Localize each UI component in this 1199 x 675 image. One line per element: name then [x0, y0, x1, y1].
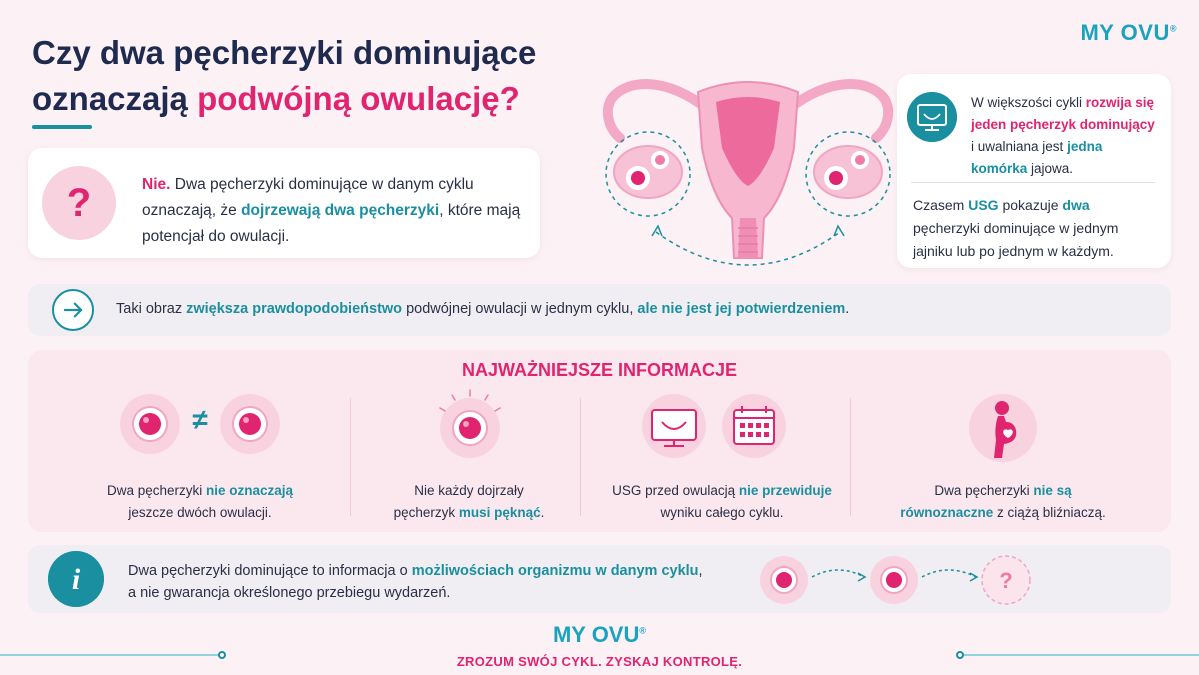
- info-banner-text: [128, 560, 703, 604]
- info-text-3: a nie gwarancja określonego przebiegu wydarzeń.: [128, 585, 451, 601]
- key-separator-2: [580, 398, 581, 516]
- info-highlight: możliwościach organizmu w danym cyklu: [411, 563, 699, 579]
- side-p2-text-2: pokazuje: [998, 197, 1063, 213]
- arrow-highlight-1: zwiększa prawdopodobieństwo: [186, 301, 403, 317]
- key-separator-3: [850, 398, 851, 516]
- info-banner: [28, 545, 1171, 613]
- brand-name-bottom: MY OVU: [552, 622, 640, 647]
- side-text-typical: [971, 92, 1161, 180]
- side-info-card: [897, 74, 1171, 268]
- question-icon: ?: [42, 166, 116, 240]
- key-item-1: [88, 394, 308, 524]
- key-item-4: [878, 394, 1128, 524]
- key-item-1-text: [88, 480, 312, 524]
- arrow-text-2: podwójnej owulacji w jednym cyklu,: [402, 301, 638, 317]
- brand-logo-bottom: [0, 622, 1199, 648]
- key-item-1-text-1: Dwa pęcherzyki: [106, 483, 206, 498]
- key-item-1-text-2: jeszcze dwóch owulacji.: [128, 505, 272, 520]
- page-title: [32, 30, 612, 122]
- side-text-usg: [913, 194, 1157, 263]
- follicle-progress-icon: [748, 553, 1048, 607]
- key-item-2-text-1: Nie każdy dojrzały: [414, 483, 524, 498]
- info-icon: [48, 551, 104, 607]
- title-underline: [32, 125, 92, 129]
- info-text-1: Dwa pęcherzyki dominujące to informacja o: [128, 563, 412, 579]
- key-item-4-text: [878, 480, 1128, 524]
- uterus-illustration: [598, 68, 898, 278]
- key-item-2-text-2: pęcherzyk: [393, 505, 459, 520]
- not-equal-icon: ≠: [192, 404, 208, 435]
- title-line-1: Czy dwa pęcherzyki dominujące: [32, 34, 537, 71]
- side-p1-text-2: i uwalniana jest: [971, 139, 1068, 154]
- side-divider: [911, 182, 1155, 183]
- answer-text-2: , które mają potencjał do owulacji.: [142, 202, 521, 245]
- side-p1-highlight-2: jedna komórka: [971, 139, 1103, 176]
- title-line-2: [32, 76, 612, 122]
- key-item-4-highlight-1: nie są: [1033, 483, 1072, 498]
- question-answer-text: [142, 172, 522, 250]
- side-p2-text-3: pęcherzyki dominujące w jednym jajniku lub po jednym w każdym.: [913, 220, 1119, 259]
- key-item-4-text-1: Dwa pęcherzyki: [934, 483, 1034, 498]
- key-item-3-highlight: nie przewiduje: [738, 483, 832, 498]
- side-p1-highlight-1: rozwija się jeden pęcherzyk dominujący: [971, 95, 1155, 132]
- key-item-2-highlight: musi pęknąć: [458, 505, 541, 520]
- arrow-text-3: .: [845, 301, 850, 317]
- key-item-4-text-2: z ciążą bliźniaczą.: [993, 505, 1106, 520]
- key-info-heading: NAJWAŻNIEJSZE INFORMACJE: [461, 360, 738, 380]
- key-item-3-text-2: wyniku całego cyklu.: [660, 505, 784, 520]
- answer-no: Nie.: [142, 176, 171, 193]
- info-icon-glyph: i: [71, 563, 81, 596]
- brand-reg-top: ®: [1169, 23, 1177, 34]
- key-info-section: [28, 350, 1171, 532]
- arrow-banner: [28, 284, 1171, 336]
- info-text-2: ,: [698, 563, 703, 579]
- key-item-1-highlight: nie oznaczają: [206, 483, 294, 498]
- follicle-rupture-icon: [428, 388, 512, 464]
- title-highlight: podwójną owulację?: [197, 80, 520, 117]
- title-line-2-prefix: oznaczają: [32, 80, 198, 117]
- arrow-right-icon: [52, 289, 94, 331]
- footer-tagline: ZROZUM SWÓJ CYKL. ZYSKAJ KONTROLĘ.: [456, 654, 743, 669]
- unknown-outcome-glyph: ?: [999, 568, 1013, 593]
- key-item-4-highlight-2: równoznaczne: [900, 505, 994, 520]
- arrow-highlight-2: ale nie jest jej potwierdzeniem: [637, 301, 846, 317]
- side-p2-text-1: Czasem: [913, 197, 969, 213]
- key-item-2-text-3: .: [540, 505, 545, 520]
- arrow-banner-text: [116, 301, 849, 317]
- brand-reg-bottom: ®: [639, 625, 647, 636]
- side-p1-text-3: jajowa.: [1027, 161, 1074, 176]
- arrow-text-1: Taki obraz: [116, 301, 187, 317]
- side-p1-text-1: W większości cykli: [971, 95, 1086, 110]
- side-p2-highlight-1: USG: [968, 197, 999, 213]
- key-item-2: [364, 394, 574, 524]
- answer-highlight: dojrzewają dwa pęcherzyki: [241, 202, 440, 219]
- pregnant-woman-icon: [968, 394, 1038, 464]
- key-item-3: [594, 394, 850, 524]
- key-item-2-text: [364, 480, 574, 524]
- usg-monitor-icon: [907, 92, 957, 142]
- usg-calendar-icon: [634, 394, 794, 460]
- side-p2-highlight-2: dwa: [1062, 197, 1090, 213]
- key-item-3-text: [594, 480, 850, 524]
- question-card: [28, 148, 540, 258]
- key-separator-1: [350, 398, 351, 516]
- brand-logo-top: [1080, 20, 1177, 46]
- answer-text-1: Dwa pęcherzyki dominujące w danym cyklu oznaczają, że: [142, 176, 474, 219]
- key-item-3-text-1: USG przed owulacją: [612, 483, 739, 498]
- brand-name-top: MY OVU: [1080, 20, 1170, 45]
